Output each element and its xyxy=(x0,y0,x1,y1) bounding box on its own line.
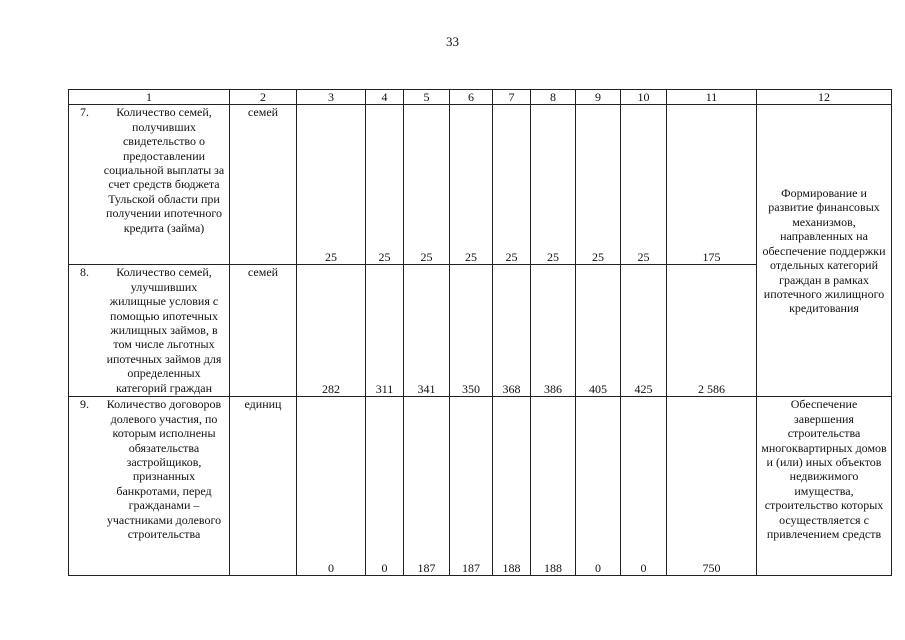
indicator-cell xyxy=(69,105,230,265)
column-header: 12 xyxy=(757,90,892,105)
column-header: 2 xyxy=(230,90,297,105)
value-cell: 188 xyxy=(531,397,576,576)
indicator-cell xyxy=(69,265,230,397)
indicators-table xyxy=(68,89,892,576)
value-cell: 25 xyxy=(576,105,621,265)
table-row xyxy=(69,397,892,576)
column-header: 9 xyxy=(576,90,621,105)
value-cell: 311 xyxy=(366,265,404,397)
value-cell: 282 xyxy=(297,265,366,397)
value-cell: 0 xyxy=(297,397,366,576)
unit-cell: семей xyxy=(230,265,297,397)
column-header: 5 xyxy=(404,90,450,105)
total-cell: 750 xyxy=(667,397,757,576)
value-cell: 0 xyxy=(366,397,404,576)
value-cell: 25 xyxy=(297,105,366,265)
indicator-text: Количество договоров долевого участия, по которым исполнены обязательства застройщиков, признанных банкротами, перед гражданами – участниками долевого строительства xyxy=(106,397,222,542)
column-header: 10 xyxy=(621,90,667,105)
value-cell: 25 xyxy=(450,105,493,265)
value-cell: 368 xyxy=(493,265,531,397)
indicator-text: Количество семей, улучшивших жилищные условия с помощью ипотечных жилищных займов, в том числе льготных ипотечных займов для определенных категорий граждан xyxy=(106,265,222,395)
column-header: 7 xyxy=(493,90,531,105)
row-number: 9. xyxy=(80,397,89,412)
value-cell: 187 xyxy=(404,397,450,576)
value-cell: 386 xyxy=(531,265,576,397)
value-cell: 25 xyxy=(404,105,450,265)
value-cell: 25 xyxy=(621,105,667,265)
total-cell: 2 586 xyxy=(667,265,757,397)
column-header: 8 xyxy=(531,90,576,105)
value-cell: 188 xyxy=(493,397,531,576)
goal-cell: Формирование и развитие финансовых механизмов, направленных на обеспечение поддержки отдельных категорий граждан в рамках ипотечного жилищного кредитования xyxy=(757,105,892,397)
value-cell: 0 xyxy=(576,397,621,576)
total-cell: 175 xyxy=(667,105,757,265)
column-header: 6 xyxy=(450,90,493,105)
column-header: 3 xyxy=(297,90,366,105)
value-cell: 405 xyxy=(576,265,621,397)
indicator-text: Количество семей, получивших свидетельство о предоставлении социальной выплаты за счет средств бюджета Тульской области при получении ипотечного кредита (займа) xyxy=(103,105,225,235)
unit-cell: семей xyxy=(230,105,297,265)
value-cell: 25 xyxy=(366,105,404,265)
value-cell: 25 xyxy=(531,105,576,265)
column-header: 1 xyxy=(69,90,230,105)
table-row xyxy=(69,105,892,265)
indicator-cell xyxy=(69,397,230,576)
row-number: 8. xyxy=(80,265,89,280)
value-cell: 341 xyxy=(404,265,450,397)
value-cell: 25 xyxy=(493,105,531,265)
column-header: 4 xyxy=(366,90,404,105)
row-number: 7. xyxy=(80,105,89,120)
goal-cell: Обеспечение завершения строительства многоквартирных домов и (или) иных объектов недвижимого имущества, строительство которых осуществляется с привлечением средств xyxy=(757,397,892,576)
unit-cell: единиц xyxy=(230,397,297,576)
value-cell: 187 xyxy=(450,397,493,576)
column-header: 11 xyxy=(667,90,757,105)
page-number: 33 xyxy=(446,34,459,49)
value-cell: 0 xyxy=(621,397,667,576)
column-number-row xyxy=(69,90,892,105)
value-cell: 425 xyxy=(621,265,667,397)
value-cell: 350 xyxy=(450,265,493,397)
